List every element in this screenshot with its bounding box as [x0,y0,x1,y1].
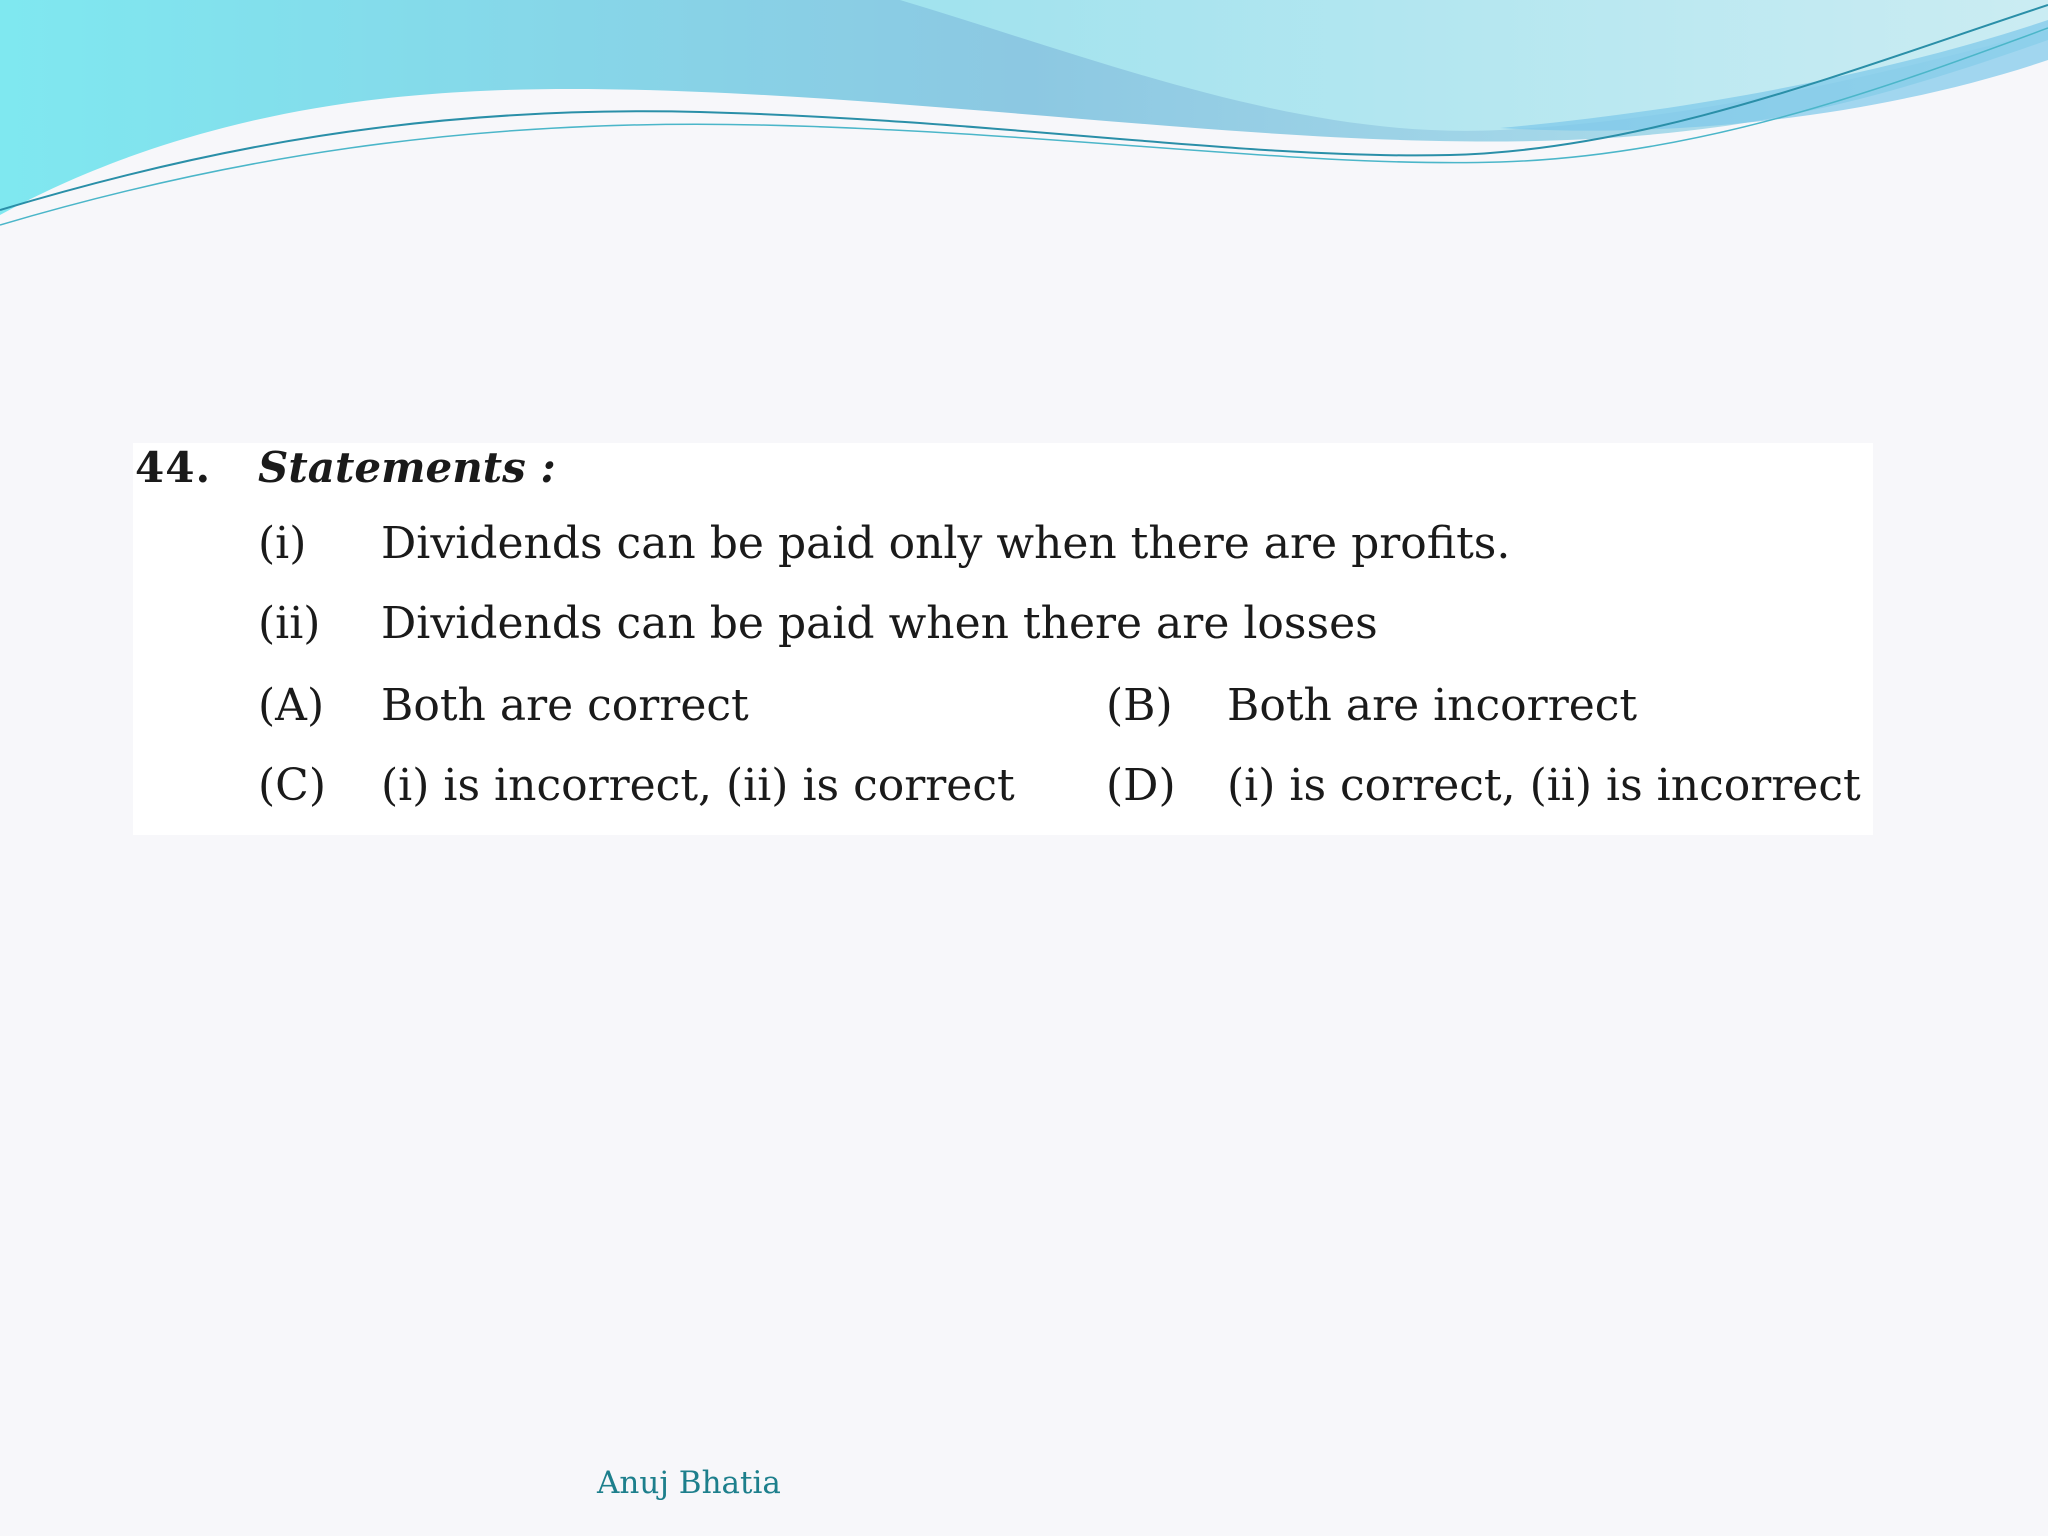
question-block [133,443,1873,835]
statement-text: Dividends can be paid only when there are profits. [381,518,1511,569]
option-label: (B) [1106,680,1173,731]
question-number: 44. [135,443,212,492]
statement-label: (ii) [258,598,321,649]
statement-text: Dividends can be paid when there are losses [381,598,1378,649]
option-label: (D) [1106,760,1176,811]
option-text: (i) is incorrect, (ii) is correct [381,760,1015,811]
decorative-wave-header [0,0,2048,240]
option-label: (A) [258,680,325,731]
option-text: Both are incorrect [1227,680,1638,731]
option-text: (i) is correct, (ii) is incorrect [1227,760,1861,811]
question-heading: Statements : [258,443,556,492]
footer-author: Anuj Bhatia [597,1465,781,1501]
statement-label: (i) [258,518,307,569]
option-label: (C) [258,760,326,811]
option-text: Both are correct [381,680,749,731]
